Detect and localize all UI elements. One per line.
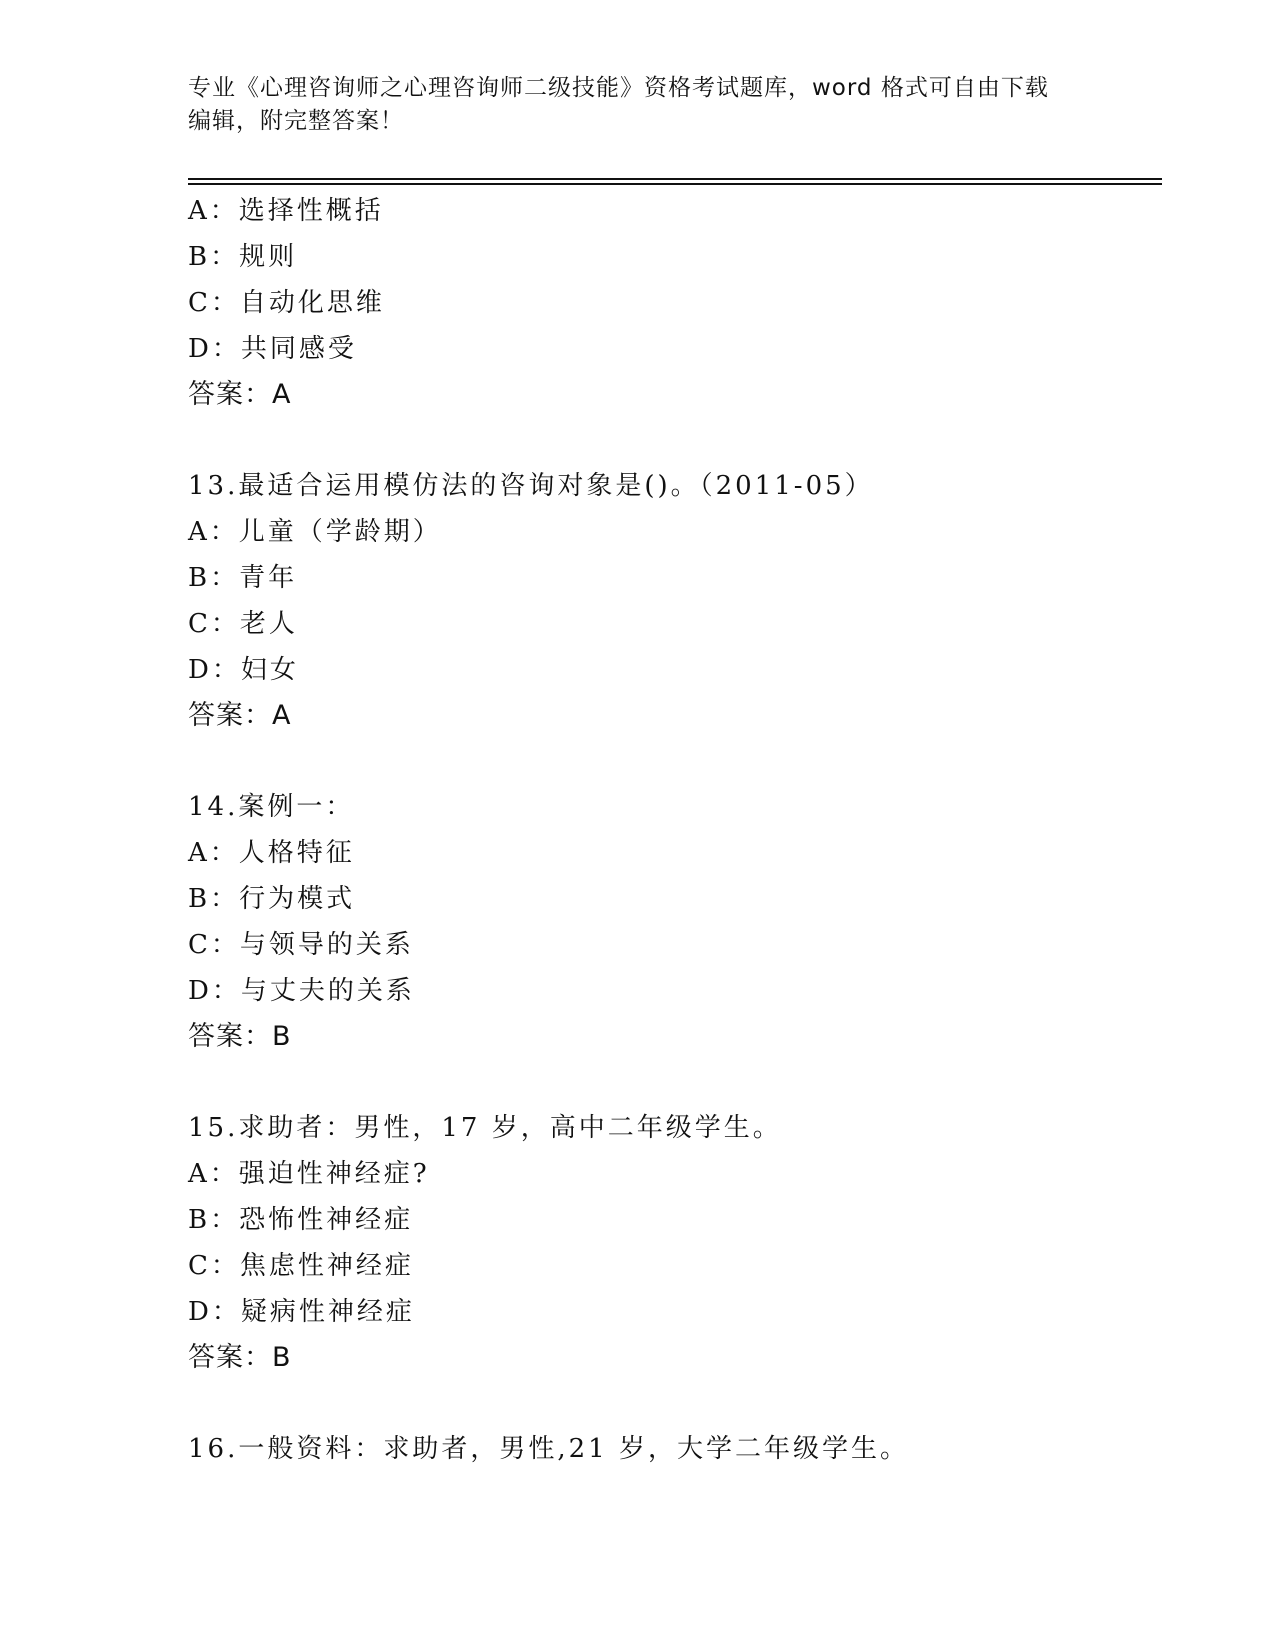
spacer (188, 739, 1168, 784)
option-a: A：选择性概括 (188, 196, 384, 226)
spacer (188, 418, 1168, 463)
question-block-16 (188, 1426, 1168, 1472)
question-text: 13.最适合运用模仿法的咨询对象是()。（2011-05） (188, 471, 874, 501)
option-d: D：疑病性神经症 (188, 1297, 415, 1327)
question-block-15 (188, 1105, 1168, 1381)
option-a: A：人格特征 (188, 838, 355, 868)
option-c: C：与领导的关系 (188, 930, 414, 960)
answer-label: 答案：A (188, 700, 292, 731)
option-a: A：儿童（学龄期） (188, 517, 442, 547)
option-d: D：与丈夫的关系 (188, 976, 415, 1006)
spacer (188, 1060, 1168, 1105)
header-line-2: 编辑，附完整答案！ (188, 108, 404, 134)
option-c: C：老人 (188, 609, 298, 639)
option-c: C：自动化思维 (188, 288, 385, 318)
header-divider-bottom (188, 183, 1162, 185)
option-b: B：行为模式 (188, 884, 356, 914)
option-a: A：强迫性神经症? (188, 1159, 430, 1189)
question-text: 16.一般资料：求助者，男性,21 岁，大学二年级学生。 (188, 1434, 909, 1464)
option-b: B：规则 (188, 242, 298, 272)
question-list (188, 188, 1168, 1472)
question-text: 14.案例一： (188, 792, 355, 822)
option-d: D：妇女 (188, 655, 299, 685)
document-header (188, 72, 1078, 138)
answer-label: 答案：A (188, 379, 292, 410)
header-line-1: 专业《心理咨询师之心理咨询师二级技能》资格考试题库，word 格式可自由下载 (188, 75, 1049, 101)
question-block-12 (188, 188, 1168, 418)
header-divider-top (188, 178, 1162, 180)
option-d: D：共同感受 (188, 334, 357, 364)
option-c: C：焦虑性神经症 (188, 1251, 414, 1281)
answer-label: 答案：B (188, 1021, 292, 1052)
answer-label: 答案：B (188, 1342, 292, 1373)
question-block-14 (188, 784, 1168, 1060)
spacer (188, 1381, 1168, 1426)
option-b: B：青年 (188, 563, 298, 593)
question-text: 15.求助者：男性，17 岁，高中二年级学生。 (188, 1113, 782, 1143)
option-b: B：恐怖性神经症 (188, 1205, 414, 1235)
question-block-13 (188, 463, 1168, 739)
